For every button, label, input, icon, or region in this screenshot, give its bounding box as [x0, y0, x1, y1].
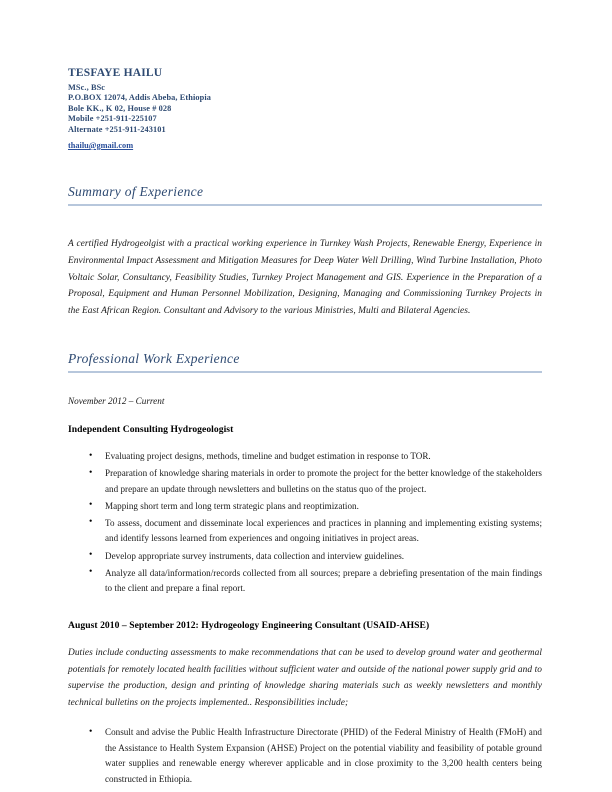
entry-date-range: November 2012 – Current — [68, 396, 165, 407]
list-item: • Mapping short term and long term strategic plans and reoptimization. — [68, 499, 542, 515]
contact-header — [68, 66, 542, 153]
list-item: • Analyze all data/information/records collected from all sources; prepare a debriefing presentation of the main findings to the client and prepare a final report. — [68, 566, 542, 597]
experience-section-rule — [68, 371, 542, 373]
experience-section-title: Professional Work Experience — [68, 351, 240, 367]
list-item: • Preparation of knowledge sharing materials in order to promote the project for the better knowledge of the stakeholders and prepare an update through newsletters and bulletins on the status quo of the project. — [68, 466, 542, 497]
list-item: • To assess, document and disseminate local experiences and practices in planning and implementing existing systems; and identify lessons learned from experiences and ongoing initiatives in project areas. — [68, 516, 542, 547]
experience-entry — [68, 619, 542, 788]
address-line-2: Bole KK., K 02, House # 028 — [68, 103, 172, 113]
experience-section — [68, 351, 542, 787]
entry-heading-line: August 2010 – September 2012: Hydrogeology Engineering Consultant (USAID-AHSE) — [68, 619, 430, 631]
summary-section — [68, 184, 542, 320]
list-item: • Develop appropriate survey instruments, data collection and interview guidelines. — [68, 549, 542, 565]
entry-job-title: Independent Consulting Hydrogeologist — [68, 424, 234, 436]
entry-responsibility-list — [68, 725, 542, 787]
resume-content — [68, 66, 542, 789]
address-line-1: P.O.BOX 12074, Addis Abeba, Ethiopia — [68, 93, 211, 103]
alternate-phone-line: Alternate +251-911-243101 — [68, 124, 166, 134]
candidate-name: TESFAYE HAILU — [68, 67, 163, 79]
credentials-line: MSc., BSc — [68, 83, 106, 92]
email-link[interactable]: thailu@gmail.com — [68, 141, 134, 151]
list-item: • Evaluating project designs, methods, timeline and budget estimation in response to TOR. — [68, 449, 542, 465]
summary-section-rule — [68, 204, 542, 206]
entry-duties-paragraph: Duties include conducting assessments to make recommendations that can be used to develop ground water and geothermal potentials for remotely located health facilities without sufficient water and outside of the national power supply grid and to supervise the production, design and printing of knowledge sharing materials such as weekly newsletters and monthly technical bulletins on the projects implemented.. Responsibilities include; — [68, 647, 542, 709]
summary-section-title: Summary of Experience — [68, 184, 204, 200]
experience-entry — [68, 395, 542, 597]
summary-paragraph: A certified Hydrogeolgist with a practical working experience in Turnkey Wash Projects, Renewable Energy, Experience in Environmental Impact Assessment and Mitigation Measures for Deep Water Well Drilling, Wind Turbine Installation, Photo Voltaic Solar, Consultancy, Feasibility Studies, Turnkey Project Management and GIS. Experience in the Preparation of a Proposal, Equipment and Human Personnel Mobilization, Designing, Managing and Commissioning Turnkey Projects in the East African Region. Consultant and Advisory to the various Ministries, Multi and Bilateral Agencies. — [68, 239, 542, 317]
entry-responsibility-list — [68, 449, 542, 597]
list-item: • Consult and advise the Public Health Infrastructure Directorate (PHID) of the Federal Ministry of Health (FMoH) and the Assistance to Health System Expansion (AHSE) Project on the potential viability and feasibility of potable ground water supplies and renewable energy wherever applicable and in close proximity to the 3,200 health centers being constructed in Ethiopia. — [68, 725, 542, 787]
mobile-phone-line: Mobile +251-911-225107 — [68, 114, 157, 124]
